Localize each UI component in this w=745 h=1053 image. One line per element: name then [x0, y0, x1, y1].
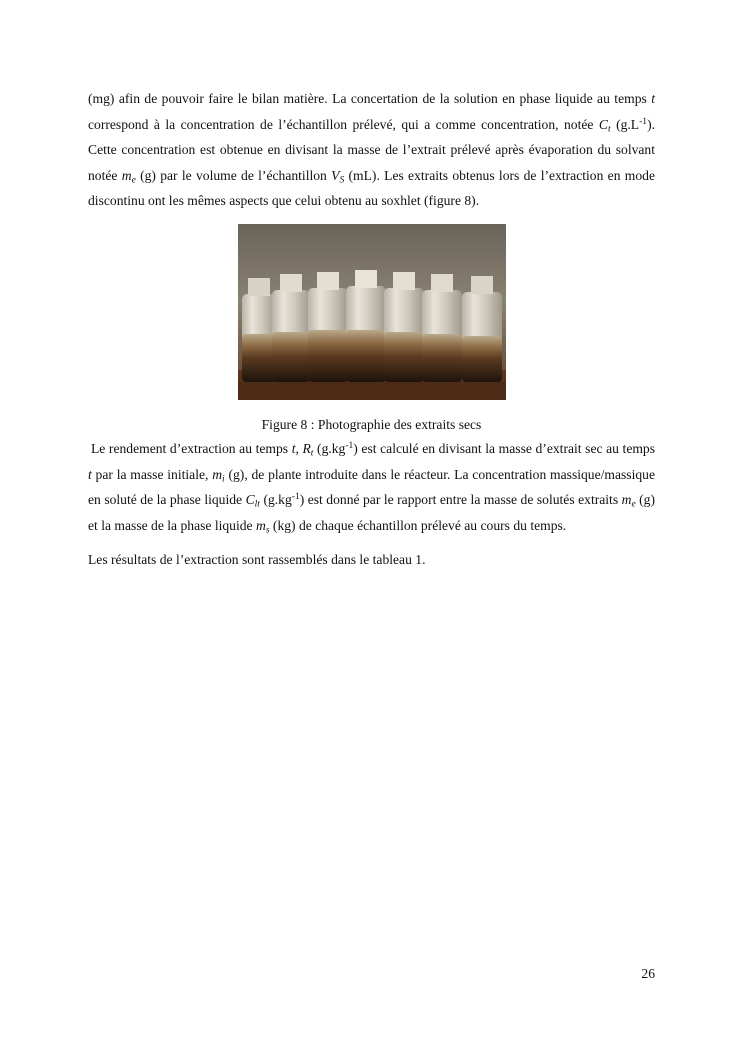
- figure-caption: Figure 8 : Photographie des extraits secs: [261, 416, 482, 432]
- paragraph-concentration: (mg) afin de pouvoir faire le bilan matière. La concertation de la solution en phase liquide au temps t correspond à la concentration de l’échantillon prélevé, qui a comme concentration, notée $C_t$ $(g.L^{-1})$. Cette concentration est obtenue en divisant la masse de l’extrait prélevé après évaporation du solvant notée $m_e$ (g) par le volume de l’échantillon $V_S$ (mL). Les extraits obtenus lors de l’extraction en mode discontinu ont les mêmes aspects que celui obtenu au soxhlet (figure 8).: [88, 91, 655, 209]
- paragraph-rendement: Le rendement d’extraction au temps t, $R_t$ $(g.kg^{-1})$ est calculé en divisant la masse d’extrait sec au temps t par la masse initiale, $m_i$ (g), de plante introduite dans le réacteur. La concentration massique/massique en soluté de la phase liquide $C_{lt}$ $(g.kg^{-1})$ est donné par le rapport entre la masse de solutés extraits $m_e$ (g) et la masse de la phase liquide $m_s$ (kg) de chaque échantillon prélevé au cours du temps.: [88, 440, 656, 536]
- page-number: 26: [641, 966, 655, 981]
- page-body: [88, 86, 655, 573]
- extract-jars-photo: [238, 224, 506, 400]
- figure-8-photo: [238, 224, 506, 400]
- paragraph-resultats: Les résultats de l’extraction sont rassemblés dans le tableau 1.: [88, 552, 426, 568]
